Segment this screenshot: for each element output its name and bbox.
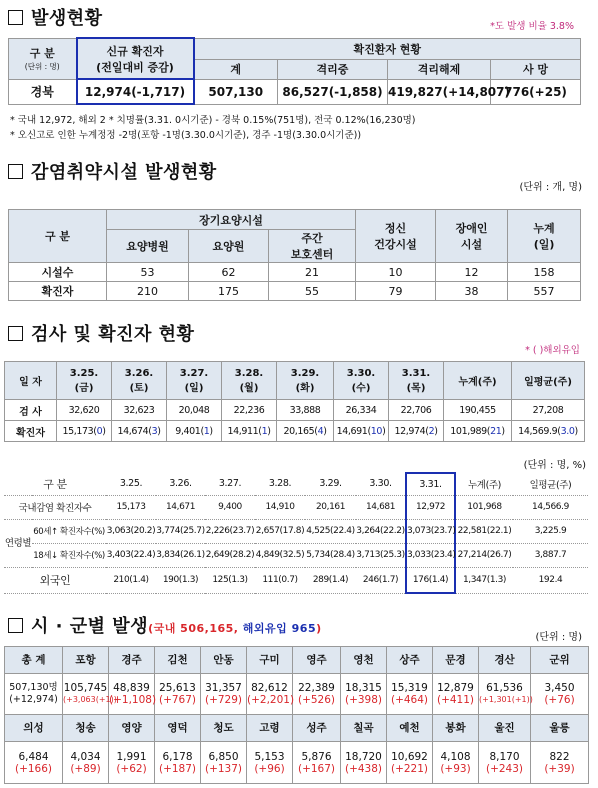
- date: 3.28.: [234, 367, 264, 379]
- row-label: 경북: [9, 79, 77, 104]
- cell-value: 79: [356, 282, 436, 301]
- tests-value: 27,208: [512, 400, 585, 421]
- date: 3.26.: [124, 367, 154, 379]
- header-isolated: 격리중: [278, 59, 388, 79]
- age-breakdown-table: [4, 472, 588, 594]
- age-18-under-value: 4,849(32.5): [255, 543, 305, 567]
- weekday: (월): [239, 382, 259, 394]
- header-date-col: [389, 362, 444, 400]
- row-label-foreign: 외국인: [4, 567, 106, 593]
- region-value: [63, 673, 117, 715]
- header-date-col: 일평균(주): [513, 473, 588, 495]
- header-date-col: [334, 362, 389, 400]
- domestic-value: 12,972: [406, 495, 455, 519]
- foreign-value: 190(1.3): [156, 567, 205, 593]
- cell-value: 38: [436, 282, 508, 301]
- region-total: 48,839: [113, 682, 150, 695]
- region-increase: (+3,063(+1)): [63, 695, 117, 705]
- foreign-value: 1,347(1.3): [455, 567, 513, 593]
- region-value: [201, 673, 247, 715]
- tests-value: 22,706: [389, 400, 444, 421]
- region-name: 청도: [201, 715, 247, 742]
- region-value: [531, 742, 589, 784]
- overseas-count: 1: [261, 425, 268, 437]
- foreign-value: 210(1.4): [106, 567, 156, 593]
- tests-value: 26,334: [334, 400, 389, 421]
- overseas-count: 2: [428, 425, 435, 437]
- overseas-count: 10: [370, 425, 383, 437]
- header-day-care: 주간 보호센터: [269, 230, 356, 263]
- region-value: [479, 673, 531, 715]
- header-longterm-care: 장기요양시설: [107, 210, 356, 230]
- domestic-value: 9,400: [205, 495, 255, 519]
- region-value: [5, 742, 63, 784]
- region-name: 영덕: [155, 715, 201, 742]
- city-county-table: [4, 646, 589, 784]
- region-total: 8,170: [489, 750, 520, 763]
- region-value: [63, 742, 109, 784]
- region-name: 총 계: [5, 647, 63, 674]
- weekday: (화): [295, 382, 315, 394]
- region-total: 105,745: [63, 682, 108, 695]
- region-value: [293, 742, 341, 784]
- header-date-col: 3.29.: [305, 473, 356, 495]
- region-total: 22,389: [298, 682, 335, 695]
- region-total: 61,536: [486, 682, 523, 695]
- region-name: 군위: [531, 647, 589, 674]
- region-name: 봉화: [433, 715, 479, 742]
- total-value: 507,130: [194, 79, 278, 104]
- region-total: 15,319: [391, 682, 428, 695]
- region-increase: (+411): [436, 694, 475, 707]
- region-increase: (+89): [70, 762, 101, 775]
- region-total: 18,720: [345, 750, 382, 763]
- date: 3.31.: [401, 367, 431, 379]
- region-name: 영양: [109, 715, 155, 742]
- region-increase: (+438): [344, 762, 383, 775]
- age-60-plus-value: 2,657(17.8): [255, 519, 305, 543]
- confirmed-count: 12,974: [394, 425, 426, 437]
- region-total: 6,178: [162, 750, 193, 763]
- region-value: [247, 742, 293, 784]
- section-title-text: 시 · 군별 발생: [31, 616, 149, 637]
- region-increase: (+729): [204, 694, 243, 707]
- weekday: (토): [129, 382, 149, 394]
- confirmed-value: 101,989(21): [444, 421, 512, 442]
- section-title-tests: [8, 320, 194, 346]
- region-increase: (+398): [344, 694, 383, 707]
- region-total: 82,612: [251, 682, 288, 695]
- row-label: 시설수: [9, 263, 107, 282]
- foreign-value: 192.4: [513, 567, 588, 593]
- cell-value: 158: [508, 263, 581, 282]
- region-increase: (+167): [297, 762, 336, 775]
- new-cases-value: 12,974(-1,717): [77, 79, 194, 104]
- confirmed-value: 9,401(1): [167, 421, 222, 442]
- header-date-col: 3.25.: [106, 473, 156, 495]
- header-nursing-home: 요양원: [189, 230, 269, 263]
- header-confirmed-status: 확진환자 현황: [194, 38, 581, 59]
- domestic-value: 101,968: [455, 495, 513, 519]
- tests-value: 32,623: [112, 400, 167, 421]
- region-value: [433, 673, 479, 715]
- age-60-plus-value: 4,525(22.4): [305, 519, 356, 543]
- date: 3.30.: [346, 367, 376, 379]
- cell-value: 557: [508, 282, 581, 301]
- foreign-value: 289(1.4): [305, 567, 356, 593]
- header-released: 격리해제: [388, 59, 491, 79]
- header-cumulative-week: 누계(주): [444, 362, 512, 400]
- tests-value: 190,455: [444, 400, 512, 421]
- checkbox-square-icon: [8, 10, 23, 25]
- header-date-col: 3.28.: [255, 473, 305, 495]
- region-increase: (+137): [204, 762, 243, 775]
- header-mental-health: 정신 건강시설: [356, 210, 436, 263]
- region-total: 3,450: [544, 682, 575, 695]
- region-total: 18,315: [345, 682, 382, 695]
- header-gubun: 구 분 (단위 : 명): [9, 38, 77, 79]
- weekday: (일): [184, 382, 204, 394]
- unit-label: (단위 : 명): [535, 632, 582, 643]
- region-name: 영주: [293, 647, 341, 674]
- header-date-col: [167, 362, 222, 400]
- region-name: 안동: [201, 647, 247, 674]
- region-increase: (+39): [544, 762, 575, 775]
- region-total: 10,692: [391, 750, 428, 763]
- region-increase: (+93): [440, 762, 471, 775]
- region-name: 경주: [109, 647, 155, 674]
- isolated-value: 86,527(-1,858): [278, 79, 388, 104]
- weekday: (목): [406, 382, 426, 394]
- region-total: 6,850: [208, 750, 239, 763]
- region-value: [433, 742, 479, 784]
- domestic-value: 14,681: [356, 495, 406, 519]
- row-label-60-plus: 60세↑ 확진자수(%): [32, 519, 106, 543]
- foreign-value: 125(1.3): [205, 567, 255, 593]
- region-increase: (+526): [297, 694, 336, 707]
- tests-value: 20,048: [167, 400, 222, 421]
- header-date: 일 자: [5, 362, 57, 400]
- age-60-plus-value: 3,063(20.2): [106, 519, 156, 543]
- confirmed-count: 9,401: [175, 425, 201, 437]
- region-increase: (+464): [390, 694, 429, 707]
- cell-value: 55: [269, 282, 356, 301]
- region-total: 25,613: [159, 682, 196, 695]
- header-date-col: [112, 362, 167, 400]
- tests-value: 32,620: [57, 400, 112, 421]
- section-title-vulnerable: [8, 158, 217, 184]
- foreign-value: 111(0.7): [255, 567, 305, 593]
- region-value: [109, 673, 155, 715]
- header-disabled-facility: 장애인 시설: [436, 210, 508, 263]
- row-label-age: 연령별: [4, 519, 32, 567]
- row-label-domestic: 국내감염 확진자수: [4, 495, 106, 519]
- header-date-col: [277, 362, 334, 400]
- age-18-under-value: 5,734(28.4): [305, 543, 356, 567]
- age-18-under-value: 3,887.7: [513, 543, 588, 567]
- date: 3.25.: [69, 367, 99, 379]
- age-18-under-value: 3,033(23.4): [406, 543, 455, 567]
- region-name: 문경: [433, 647, 479, 674]
- header-date-col: 3.30.: [356, 473, 406, 495]
- confirmed-count: 14,911: [227, 425, 259, 437]
- section-title-city: [8, 612, 322, 638]
- region-value: [341, 742, 387, 784]
- region-increase: (+166): [14, 762, 53, 775]
- region-name: 김천: [155, 647, 201, 674]
- confirmed-count: 20,165: [283, 425, 315, 437]
- region-total: 31,357: [205, 682, 242, 695]
- confirmed-count: 14,674: [117, 425, 149, 437]
- header-death: 사 망: [491, 59, 581, 79]
- region-total: 1,991: [116, 750, 147, 763]
- unit-label: (단위 : 명, %): [523, 460, 586, 471]
- region-name: 포항: [63, 647, 109, 674]
- note-line-1: * 국내 12,972, 해외 2 * 치명률(3.31. 0시기준) - 경북 0.15%(751명), 전국 0.12%(16,230명): [10, 115, 416, 126]
- cell-value: 21: [269, 263, 356, 282]
- cell-value: 210: [107, 282, 189, 301]
- cell-value: 62: [189, 263, 269, 282]
- age-18-under-value: 2,649(28.2): [205, 543, 255, 567]
- region-total: 507,130명: [9, 682, 58, 694]
- checkbox-square-icon: [8, 164, 23, 179]
- header-new-cases: 신규 확진자 (전일대비 증감): [77, 38, 194, 79]
- header-date-col: [57, 362, 112, 400]
- header-cumulative: 누계 (일): [508, 210, 581, 263]
- region-value: [5, 673, 63, 715]
- region-name: 의성: [5, 715, 63, 742]
- date: 3.27.: [179, 367, 209, 379]
- region-name: 예천: [387, 715, 433, 742]
- region-value: [155, 742, 201, 784]
- region-total: 5,153: [254, 750, 285, 763]
- death-value: 776(+25): [491, 79, 581, 104]
- overseas-note: * ( )해외유입: [525, 345, 580, 356]
- overseas-count: 21: [490, 425, 502, 437]
- region-name: 경산: [479, 647, 531, 674]
- confirmed-value: 14,674(3): [112, 421, 167, 442]
- cell-value: 53: [107, 263, 189, 282]
- region-value: [155, 673, 201, 715]
- header-date-col: [222, 362, 277, 400]
- tests-value: 33,888: [277, 400, 334, 421]
- region-value: [341, 673, 387, 715]
- test-confirmed-table: [4, 361, 585, 442]
- region-name: 울릉: [531, 715, 589, 742]
- age-18-under-value: 3,403(22.4): [106, 543, 156, 567]
- region-increase: (+243): [485, 762, 524, 775]
- region-value: [387, 673, 433, 715]
- header-date-col: 누계(주): [455, 473, 513, 495]
- cell-value: 175: [189, 282, 269, 301]
- confirmed-value: 14,691(10): [334, 421, 389, 442]
- section-title-text: 감염취약시설 발생현황: [31, 162, 217, 183]
- region-increase: (+62): [116, 762, 147, 775]
- region-name: 청송: [63, 715, 109, 742]
- age-60-plus-value: 3,225.9: [513, 519, 588, 543]
- foreign-value: 176(1.4): [406, 567, 455, 593]
- region-total: 4,034: [70, 750, 101, 763]
- confirmed-count: 14,569.9: [518, 425, 558, 437]
- header-date-col: 3.31.: [406, 473, 455, 495]
- header-total: 계: [194, 59, 278, 79]
- region-name: 상주: [387, 647, 433, 674]
- age-18-under-value: 3,713(25.3): [356, 543, 406, 567]
- domestic-value: 14,566.9: [513, 495, 588, 519]
- confirmed-value: 15,173(0): [57, 421, 112, 442]
- section-title-text: 검사 및 확진자 현황: [31, 324, 195, 345]
- confirmed-count: 15,173: [62, 425, 94, 437]
- header-date-col: 3.27.: [205, 473, 255, 495]
- domestic-value: 14,910: [255, 495, 305, 519]
- header-date-col: 3.26.: [156, 473, 205, 495]
- age-60-plus-value: 3,264(22.2): [356, 519, 406, 543]
- region-value: [531, 673, 589, 715]
- overseas-count: 3.0: [560, 425, 575, 437]
- region-increase: (+221): [390, 762, 429, 775]
- province-rate-note: *도 발생 비율 3.8%: [490, 21, 574, 32]
- region-increase: (+767): [158, 694, 197, 707]
- title-note: (국내 506,165, 해외유입 965): [148, 622, 322, 635]
- occurrence-table: [8, 37, 581, 105]
- section-title-text: 발생현황: [31, 8, 103, 29]
- confirmed-value: 14,569.9(3.0): [512, 421, 585, 442]
- region-value: [387, 742, 433, 784]
- region-total: 12,879: [437, 682, 474, 695]
- section-title-occurrence: [8, 4, 103, 30]
- cell-value: 12: [436, 263, 508, 282]
- weekday: (수): [351, 382, 371, 394]
- domestic-value: 15,173: [106, 495, 156, 519]
- region-increase: (+2,201): [247, 694, 295, 707]
- region-name: 성주: [293, 715, 341, 742]
- region-total: 4,108: [440, 750, 471, 763]
- weekday: (금): [74, 382, 94, 394]
- header-gubun: 구 분: [9, 210, 107, 263]
- cell-value: 10: [356, 263, 436, 282]
- unit-label: (단위 : 개, 명): [519, 182, 582, 193]
- region-total: 6,484: [18, 750, 49, 763]
- checkbox-square-icon: [8, 618, 23, 633]
- domestic-value: 14,671: [156, 495, 205, 519]
- row-label-tests: 검 사: [5, 400, 57, 421]
- confirmed-value: 20,165(4): [277, 421, 334, 442]
- age-60-plus-value: 2,226(23.7): [205, 519, 255, 543]
- row-label: 확진자: [9, 282, 107, 301]
- confirmed-count: 101,989: [450, 425, 487, 437]
- header-daily-average: 일평균(주): [512, 362, 585, 400]
- region-increase: (+187): [158, 762, 197, 775]
- note-line-2: * 오신고로 인한 누계정정 -2명(포항 -1명(3.30.0시기준), 경주 -1명(3.30.0시기준)): [10, 130, 362, 141]
- released-value: 419,827(+14,807): [388, 79, 491, 104]
- region-value: [109, 742, 155, 784]
- foreign-value: 246(1.7): [356, 567, 406, 593]
- overseas-count: 0: [96, 425, 103, 437]
- region-increase: (+96): [254, 762, 285, 775]
- region-increase: (+12,974): [9, 694, 58, 706]
- age-18-under-value: 27,214(26.7): [455, 543, 513, 567]
- age-60-plus-value: 3,073(23.7): [406, 519, 455, 543]
- region-increase: (+76): [544, 694, 575, 707]
- header-nursing-hospital: 요양병원: [107, 230, 189, 263]
- region-name: 구미: [247, 647, 293, 674]
- tests-value: 22,236: [222, 400, 277, 421]
- age-18-under-value: 3,834(26.1): [156, 543, 205, 567]
- row-label-18-under: 18세↓ 확진자수(%): [32, 543, 106, 567]
- confirmed-value: 12,974(2): [389, 421, 444, 442]
- age-60-plus-value: 3,774(25.7): [156, 519, 205, 543]
- date: 3.29.: [290, 367, 320, 379]
- region-name: 울진: [479, 715, 531, 742]
- age-60-plus-value: 22,581(22.1): [455, 519, 513, 543]
- region-total: 5,876: [301, 750, 332, 763]
- header-gubun: 구 분: [4, 473, 106, 495]
- row-label-confirmed: 확진자: [5, 421, 57, 442]
- region-value: [201, 742, 247, 784]
- overseas-count: 4: [317, 425, 324, 437]
- region-increase: (+1,301(+1)): [479, 695, 533, 705]
- region-increase: (+1,108): [109, 694, 157, 707]
- region-name: 고령: [247, 715, 293, 742]
- region-name: 영천: [341, 647, 387, 674]
- region-value: [247, 673, 293, 715]
- overseas-count: 1: [203, 425, 210, 437]
- overseas-count: 3: [151, 425, 158, 437]
- domestic-value: 20,161: [305, 495, 356, 519]
- region-name: 칠곡: [341, 715, 387, 742]
- checkbox-square-icon: [8, 326, 23, 341]
- region-total: 822: [549, 750, 570, 763]
- vulnerable-facility-table: [8, 209, 581, 301]
- region-value: [293, 673, 341, 715]
- confirmed-value: 14,911(1): [222, 421, 277, 442]
- region-value: [479, 742, 531, 784]
- confirmed-count: 14,691: [336, 425, 368, 437]
